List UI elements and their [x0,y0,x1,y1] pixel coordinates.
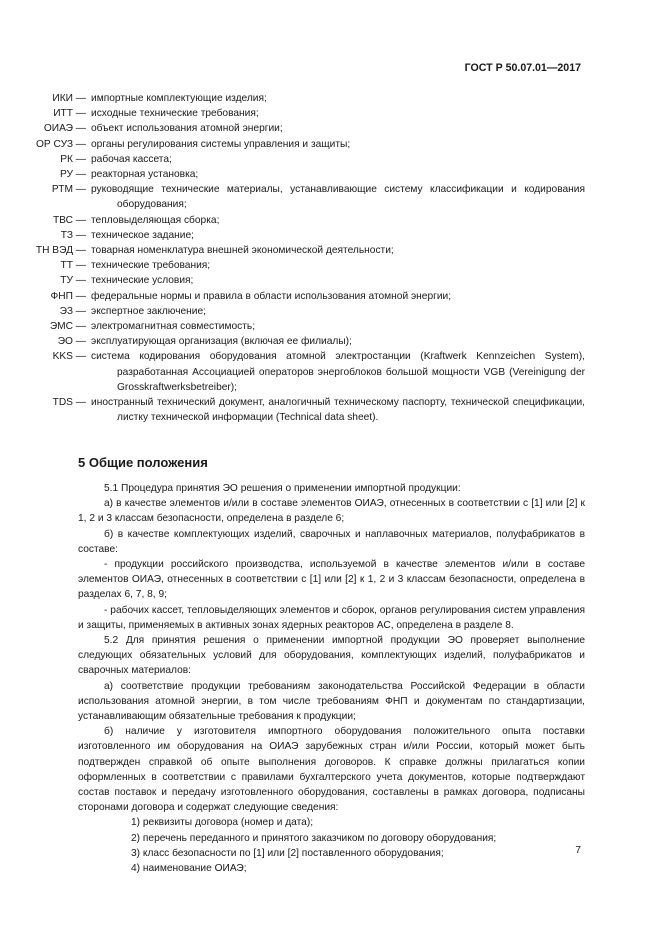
list-item: 2) перечень переданного и принятого заказчиком по договору оборудования; [131,832,497,844]
abbreviation-item [0,395,585,425]
abbreviation-definition: технические условия; [91,275,194,287]
abbreviation-term: ОР СУЗ — [36,138,86,150]
abbreviation-item [0,304,585,319]
section-heading: 5 Общие положения [78,455,208,470]
abbreviation-definition: рабочая кассета; [91,153,172,165]
abbreviation-item [0,273,585,288]
list-item: 1) реквизиты договора (номер и дата); [131,817,314,829]
paragraph: б) в качестве комплектующих изделий, сварочных и наплавочных материалов, полуфабрикатов в составе: [78,528,585,555]
paragraph: 5.1 Процедура принятия ЭО решения о применении импортной продукции: [104,483,461,494]
abbreviation-definition: органы регулирования системы управления и защиты; [91,138,351,150]
abbreviation-term: TDS — [52,397,86,409]
abbreviation-item [0,334,585,349]
paragraph: б) наличие у изготовителя импортного оборудования положительного опыта поставки изготовленного им оборудования на ОИАЭ зарубежных стран и/или России, который может быть подтвержден справкой об опыте выполнения договоров. К справке должны прилагаться копии оформленных в соответствии с правилами бухгалтерского учета документов, которые подтверждают состав поставок и передачу изготовленного оборудования, составлены в рамках договора, подписаны сторонами договора и содержат следующие сведения: [78,726,585,814]
abbreviation-term: KKS — [52,351,86,363]
abbreviation-item [0,349,585,395]
abbreviation-item [0,258,585,273]
list-item: 3) класс безопасности по [1] или [2] поставленного оборудования; [131,847,444,859]
paragraph: а) в качестве элементов и/или в составе элементов ОИАЭ, отнесенных в соответствии с [1] или [2] к 1, 2 и 3 классам безопасности, определена в разделе 6; [78,498,585,525]
abbreviation-definition: экспертное заключение; [91,305,206,317]
abbreviation-term: РК — [60,153,86,165]
document-header: ГОСТ Р 50.07.01—2017 [464,62,581,74]
abbreviation-term: ИКИ — [52,93,86,104]
abbreviation-term: ТН ВЭД — [35,245,86,257]
abbreviation-item [0,152,585,167]
abbreviation-definition: иностранный технический документ, аналогичный техническому паспорту, технической спецификации, листку технической информации (Technical data sheet). [91,397,585,424]
abbreviation-item [0,106,585,121]
abbreviation-term: ТУ — [60,275,86,287]
abbreviation-definition: импортные комплектующие изделия; [91,93,267,104]
page-number: 7 [575,845,581,856]
abbreviation-definition: эксплуатирующая организация (включая ее филиалы); [91,336,352,348]
abbreviation-definition: исходные технические требования; [91,108,259,120]
abbreviation-definition: федеральные нормы и правила в области использования атомной энергии; [91,290,452,302]
abbreviation-item [0,137,585,152]
section-body [78,481,585,876]
abbreviation-item [0,319,585,334]
abbreviation-item [0,289,585,304]
paragraph: - рабочих кассет, тепловыделяющих элементов и сборок, органов регулирования систем управления и защиты, применяемых в активных зонах ядерных реакторов АС, определена в разделе 8. [78,604,585,631]
abbreviation-definition: товарная номенклатура внешней экономической деятельности; [91,245,394,257]
abbreviation-item [0,121,585,136]
abbreviation-item [0,228,585,243]
abbreviation-item [0,182,585,212]
abbreviation-item [0,167,585,182]
abbreviation-term: ТВС — [52,214,86,226]
abbreviation-item [0,243,585,258]
abbreviation-term: ЭО — [57,336,86,348]
abbreviation-term: РТМ — [51,184,86,196]
paragraph: а) соответствие продукции требованиям законодательства Российской Федерации в области использования атомной энергии, в том числе требованиям ФНП и документам по стандартизации, устанавливающим обязательные требования к продукции; [78,680,585,723]
abbreviation-definition: техническое задание; [91,229,194,241]
abbreviation-definition: тепловыделяющая сборка; [91,214,220,226]
abbreviation-term: ТЗ — [60,229,86,241]
abbreviation-term: РУ — [59,169,86,181]
abbreviation-term: ОИАЭ — [43,123,86,135]
paragraph: 5.2 Для принятия решения о применении импортной продукции ЭО проверяет выполнение следующих обязательных условий для оборудования, комплектующих изделий, полуфабрикатов и сварочных материалов: [78,635,585,677]
abbreviation-item [0,213,585,228]
abbreviation-definition: система кодирования оборудования атомной электростанции (Kraftwerk Kennzeichen System), разработанная Ассоциацией операторов энергоблоков большой мощности VGB (Vereinigung der Grosskraftwerksbetreiber); [91,351,585,393]
list-item: 4) наименование ОИАЭ; [131,863,247,875]
abbreviation-term: ИТТ — [53,108,86,120]
abbreviation-definition: технические требования; [91,260,211,272]
abbreviation-term: ЭЗ — [59,305,86,317]
abbreviation-definition: электромагнитная совместимость; [91,321,256,333]
abbreviation-term: ФНП — [50,290,86,302]
abbreviation-term: ТТ — [60,260,86,272]
abbreviation-definition: руководящие технические материалы, устанавливающие систему классификации и кодирования оборудования; [91,184,585,211]
abbreviation-term: ЭМС — [49,321,86,333]
abbreviation-definition: объект использования атомной энергии; [91,123,283,135]
abbreviation-item [0,91,585,106]
abbreviation-list [0,91,585,425]
paragraph: - продукции российского производства, используемой в качестве элементов и/или в составе элементов ОИАЭ, отнесенных в соответствии с [1] или [2] к 1, 2 и 3 классам безопасности, определена в разделах 6, 7, 8, 9; [78,559,585,601]
abbreviation-definition: реакторная установка; [91,169,199,181]
